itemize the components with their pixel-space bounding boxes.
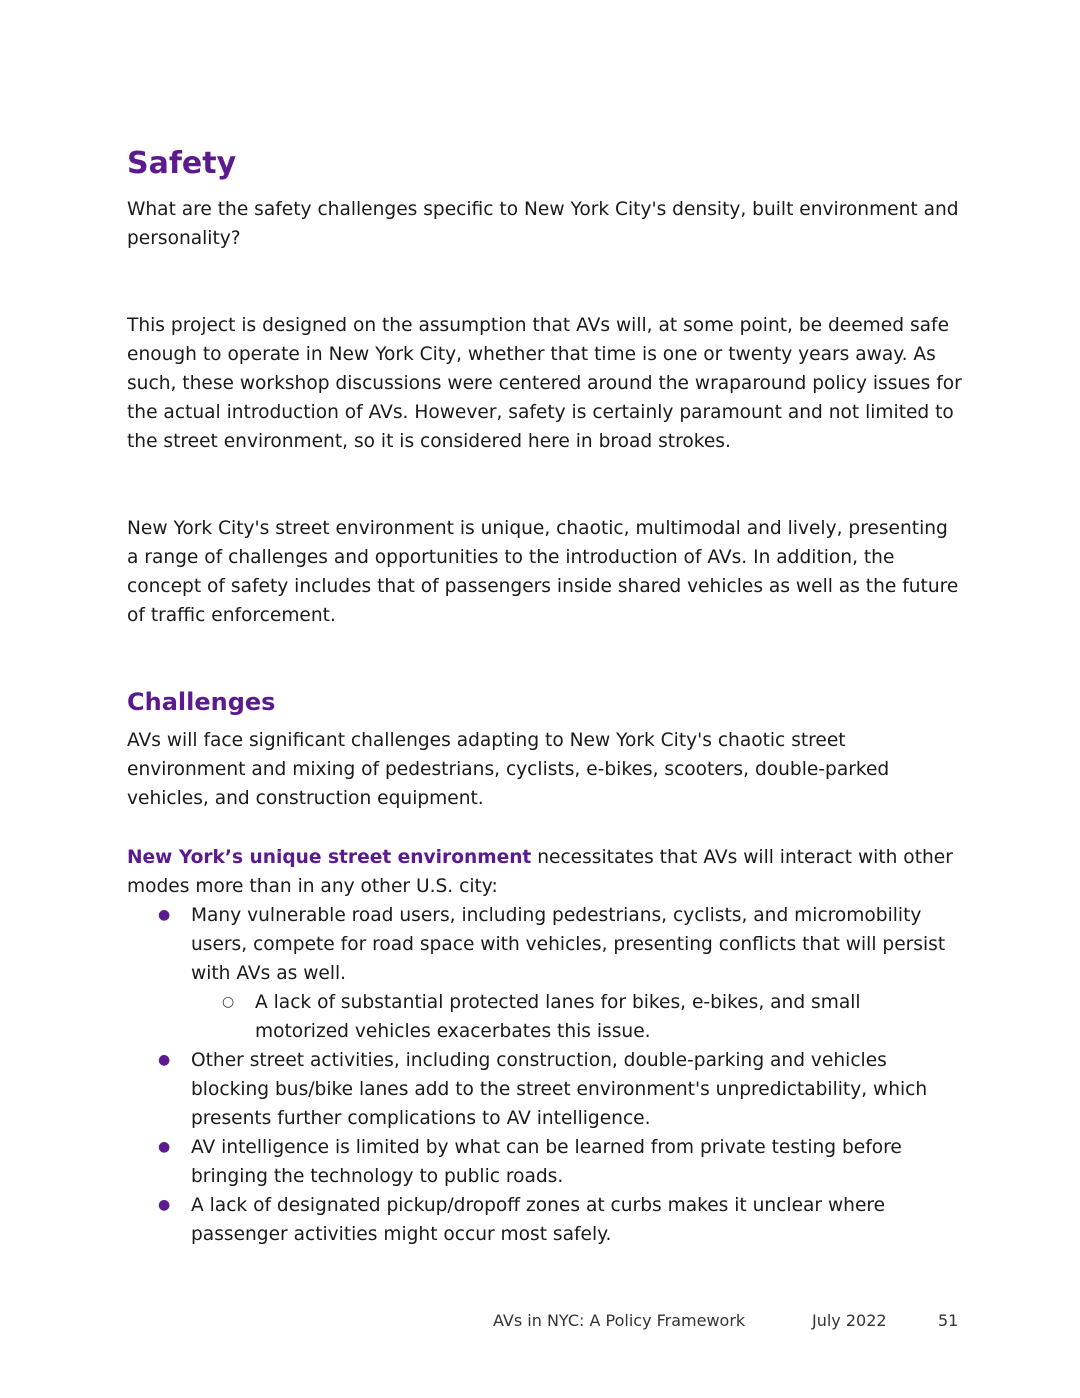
section-heading-challenges: Challenges	[127, 688, 276, 716]
paragraph-assumption: This project is designed on the assumption that AVs will, at some point, be deemed safe enough to operate in New York City, whether that time is one or twenty years away. As such, these workshop discussions were centered around the wraparound policy issues for the actual introduction of AVs. However, safety is certainly paramount and not limited to the street environment, so it is considered here in broad strokes.	[127, 315, 962, 452]
hollow-bullet-icon: ○	[222, 994, 235, 1010]
list-item-text: Many vulnerable road users, including pedestrians, cyclists, and micromobility users, compete for road space with vehicles, presenting conflicts that will persist with AVs as well.	[191, 905, 946, 984]
page-title: Safety	[127, 146, 237, 181]
footer-doc-title: AVs in NYC: A Policy Framework	[493, 1311, 746, 1330]
bullet-icon: ●	[158, 1052, 171, 1068]
list-item-text: A lack of designated pickup/dropoff zones at curbs makes it unclear where passenger activities might occur most safely.	[191, 1195, 886, 1245]
paragraph-street-environment: New York City's street environment is unique, chaotic, multimodal and lively, presenting a range of challenges and opportunities to the introduction of AVs. In addition, the concept of safety includes that of passengers inside shared vehicles as well as the future of traffic enforcement.	[127, 518, 959, 626]
sub-list-item-text: A lack of substantial protected lanes for bikes, e-bikes, and small motorized vehicles exacerbates this issue.	[255, 992, 861, 1042]
footer-page-number: 51	[938, 1311, 959, 1330]
challenges-lead-bold: New York’s unique street environment	[127, 847, 532, 868]
footer-date: July 2022	[812, 1311, 887, 1330]
challenges-lead-rest: necessitates that AVs will interact with other modes more than in any other U.S. city:	[127, 847, 953, 897]
list-item-text: Other street activities, including construction, double-parking and vehicles blocking bus/bike lanes add to the street environment's unpredictability, which presents further complications to AV intelligence.	[191, 1050, 928, 1129]
bullet-icon: ●	[158, 907, 171, 923]
intro-question: What are the safety challenges specific to New York City's density, built environment and personality?	[127, 199, 959, 249]
bullet-icon: ●	[158, 1197, 171, 1213]
list-item-text: AV intelligence is limited by what can be learned from private testing before bringing the technology to public roads.	[191, 1137, 902, 1187]
challenges-intro: AVs will face significant challenges adapting to New York City's chaotic street environment and mixing of pedestrians, cyclists, e-bikes, scooters, double-parked vehicles, and construction equipment.	[127, 730, 890, 809]
challenges-lead	[127, 843, 962, 901]
bullet-icon: ●	[158, 1139, 171, 1155]
